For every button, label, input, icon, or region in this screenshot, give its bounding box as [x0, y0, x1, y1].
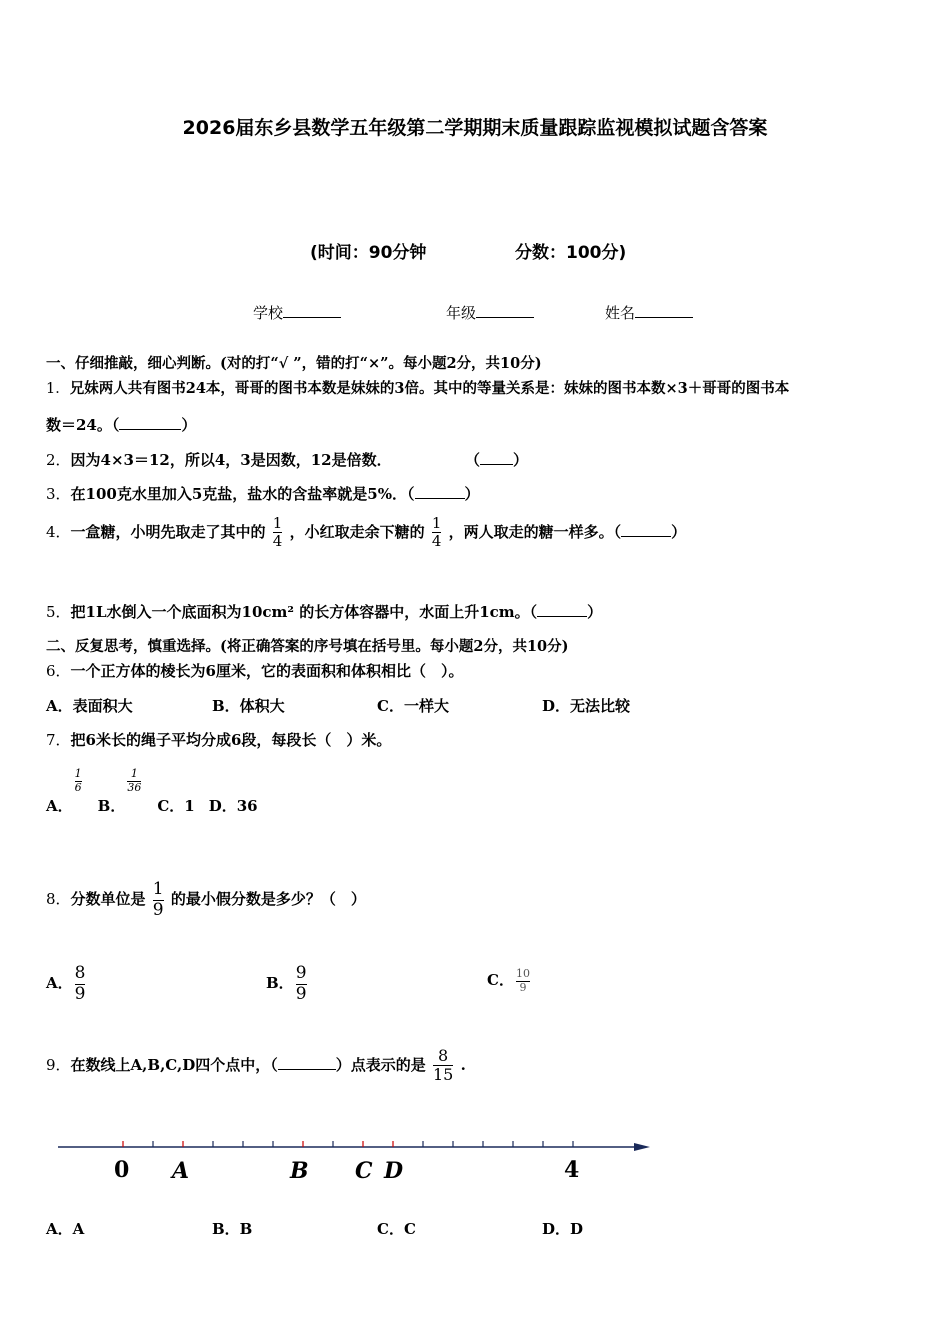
fraction-ninth: $\frac{1}{9}$ [152, 879, 164, 920]
label-zero: 0 [114, 1157, 130, 1183]
section1-heading: 一、仔细推敲，细心判断。(对的打“√ ”，错的打“×”。每小题2分，共10分) [46, 355, 542, 372]
exam-score: 分数：100分) [515, 243, 627, 263]
fraction-quarter: $\frac{1}{4}$ [431, 514, 442, 551]
name-field: 姓名 [605, 302, 693, 323]
q8-option-a[interactable]: A． $\frac{8}{9}$ [46, 963, 86, 1004]
school-field: 学校 [253, 302, 341, 323]
question-5: 5．把1L水倒入一个底面积为10cm² 的长方体容器中，水面上升1cm。（ ） [46, 603, 603, 621]
question-1-cont: 数＝24。（ ） [46, 416, 197, 434]
fraction-quarter: $\frac{1}{4}$ [272, 514, 283, 551]
q7-option-b[interactable]: B． [97, 797, 126, 815]
arrow-head-icon [634, 1143, 650, 1151]
question-9: 9．在数线上A,B,C,D四个点中，（ ）点表示的是 $\frac{8}{15}$ . [46, 1046, 466, 1085]
question-7: 7．把6米长的绳子平均分成6段，每段长（ ）米。 [46, 731, 392, 749]
q7-option-d[interactable]: D．36 [208, 797, 258, 815]
q8-option-b[interactable]: B． $\frac{9}{9}$ [266, 963, 307, 1004]
label-b: B [290, 1158, 309, 1184]
number-line-ticks [123, 1141, 573, 1147]
q7-fraction-a: $\frac{1}{6}$ [74, 767, 82, 794]
label-four: 4 [564, 1157, 580, 1183]
q6-option-c[interactable]: C．一样大 [377, 697, 449, 715]
grade-field: 年级 [446, 302, 534, 323]
question-2: 2．因为4×3＝12，所以4，3是因数，12是倍数． [46, 451, 392, 469]
q7-option-a[interactable]: A． [46, 797, 73, 815]
question-6: 6．一个正方体的棱长为6厘米，它的表面积和体积相比（ ）。 [46, 662, 464, 680]
label-d: D [384, 1158, 404, 1184]
question-2-answer: （ ） [465, 451, 529, 469]
exam-time: (时间：90分钟 [310, 243, 427, 263]
question-4: 4．一盒糖，小明先取走了其中的 $\frac{1}{4}$ ，小红取走余下糖的 $\frac{1}{4}$ ，两人取走的糖一样多。（ ） [46, 514, 687, 551]
q7-fraction-b: $\frac{1}{36}$ [127, 767, 142, 794]
q6-option-a[interactable]: A．表面积大 [46, 697, 133, 715]
question-8: 8．分数单位是 $\frac{1}{9}$ 的最小假分数是多少？（ ） [46, 879, 366, 920]
q6-option-d[interactable]: D．无法比较 [542, 697, 631, 715]
number-line [50, 1130, 660, 1190]
document-title: 2026届东乡县数学五年级第二学期期末质量跟踪监视模拟试题含答案 [182, 117, 768, 139]
q9-option-a[interactable]: A．A [46, 1220, 85, 1238]
q8-option-c[interactable]: C． $\frac{10}{9}$ [487, 967, 530, 994]
question-3: 3．在100克水里加入5克盐，盐水的含盐率就是5%．（ ） [46, 485, 480, 503]
q9-option-d[interactable]: D．D [542, 1220, 584, 1238]
question-1: 1．兄妹两人共有图书24本，哥哥的图书本数是妹妹的3倍。其中的等量关系是：妹妹的图书本数×3＋哥哥的图书本 [46, 380, 790, 397]
q9-option-b[interactable]: B．B [212, 1220, 253, 1238]
q9-option-c[interactable]: C．C [377, 1220, 416, 1238]
q7-options [46, 768, 258, 816]
fraction-eight-fifteenths: $\frac{8}{15}$ [432, 1046, 454, 1085]
section2-heading: 二、反复思考，慎重选择。(将正确答案的序号填在括号里。每小题2分，共10分) [46, 638, 569, 655]
label-c: C [355, 1158, 373, 1184]
q6-option-b[interactable]: B．体积大 [212, 697, 285, 715]
label-a: A [172, 1158, 190, 1184]
q7-option-c[interactable]: C．1 [157, 797, 195, 815]
